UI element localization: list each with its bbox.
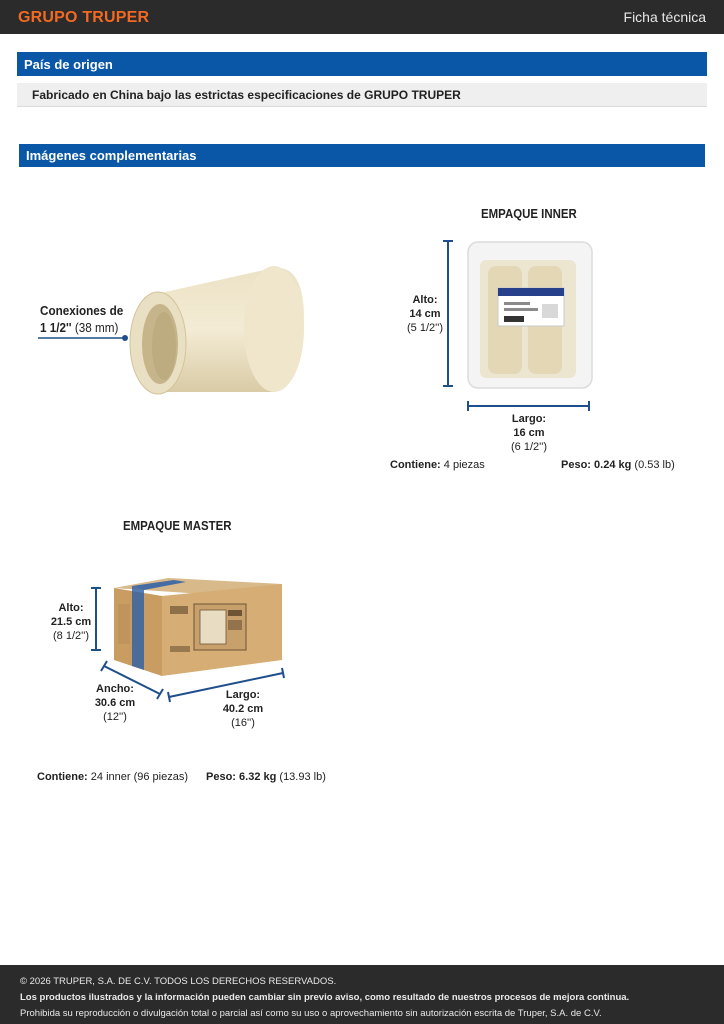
master-alto-label: Alto: <box>58 602 84 614</box>
inner-largo-imperial: (6 1/2'') <box>511 441 547 453</box>
inner-alto-value: 14 cm <box>409 308 441 320</box>
master-contents <box>37 770 188 784</box>
inner-peso-value: 0.24 kg <box>594 459 632 471</box>
master-peso-imperial: (13.93 lb) <box>279 771 326 783</box>
master-peso-value: 6.32 kg <box>239 771 277 783</box>
master-package-heading: EMPAQUE MASTER <box>123 518 232 533</box>
product-size-metric: (38 mm) <box>74 320 119 335</box>
master-peso-label: Peso: <box>206 771 236 783</box>
inner-alto-label: Alto: <box>412 294 438 306</box>
inner-peso-label: Peso: <box>561 459 591 471</box>
brand-logo: GRUPO TRUPER <box>18 9 150 26</box>
master-alto-value: 21.5 cm <box>50 616 92 628</box>
inner-largo-value: 16 cm <box>513 427 545 439</box>
document-type: Ficha técnica <box>623 9 706 25</box>
footer-copyright: © 2026 TRUPER, S.A. DE C.V. TODOS LOS DERECHOS RESERVADOS. <box>20 976 337 987</box>
master-contiene-value: 24 inner (96 piezas) <box>90 771 189 783</box>
images-title: Imágenes complementarias <box>26 148 197 163</box>
footer-notice: Los productos ilustrados y la información pueden cambiar sin previo aviso, como resultado de nuestros procesos de mejora continua. <box>20 992 630 1003</box>
master-length-label <box>216 688 270 730</box>
master-ancho-label: Ancho: <box>96 683 134 695</box>
master-weight <box>206 770 326 784</box>
master-ancho-imperial: (12'') <box>103 711 127 723</box>
master-alto-imperial: (8 1/2'') <box>53 630 89 642</box>
master-largo-label: Largo: <box>225 689 261 701</box>
origin-text: Fabricado en China bajo las estrictas especificaciones de GRUPO TRUPER <box>17 83 707 107</box>
origin-title: País de origen <box>24 56 113 72</box>
master-largo-imperial: (16'') <box>231 717 255 729</box>
inner-alto-imperial: (5 1/2'') <box>407 322 443 334</box>
footer <box>0 965 724 1024</box>
inner-contiene-label: Contiene: <box>390 459 441 471</box>
footer-prohibition: Prohibida su reproducción o divulgación total o parcial así como su uso o aprovechamiento sin autorización escrita de Truper, S.A. de C.V. <box>20 1008 602 1019</box>
inner-contiene-value: 4 piezas <box>443 459 485 471</box>
product-size: 1 1/2'' <box>40 320 72 335</box>
master-ancho-value: 30.6 cm <box>94 697 136 709</box>
product-label-line1: Conexiones de <box>40 303 124 318</box>
inner-largo-label: Largo: <box>511 413 547 425</box>
master-largo-value: 40.2 cm <box>222 703 264 715</box>
master-contiene-label: Contiene: <box>37 771 88 783</box>
inner-package-heading: EMPAQUE INNER <box>481 206 577 221</box>
inner-peso-imperial: (0.53 lb) <box>634 459 675 471</box>
